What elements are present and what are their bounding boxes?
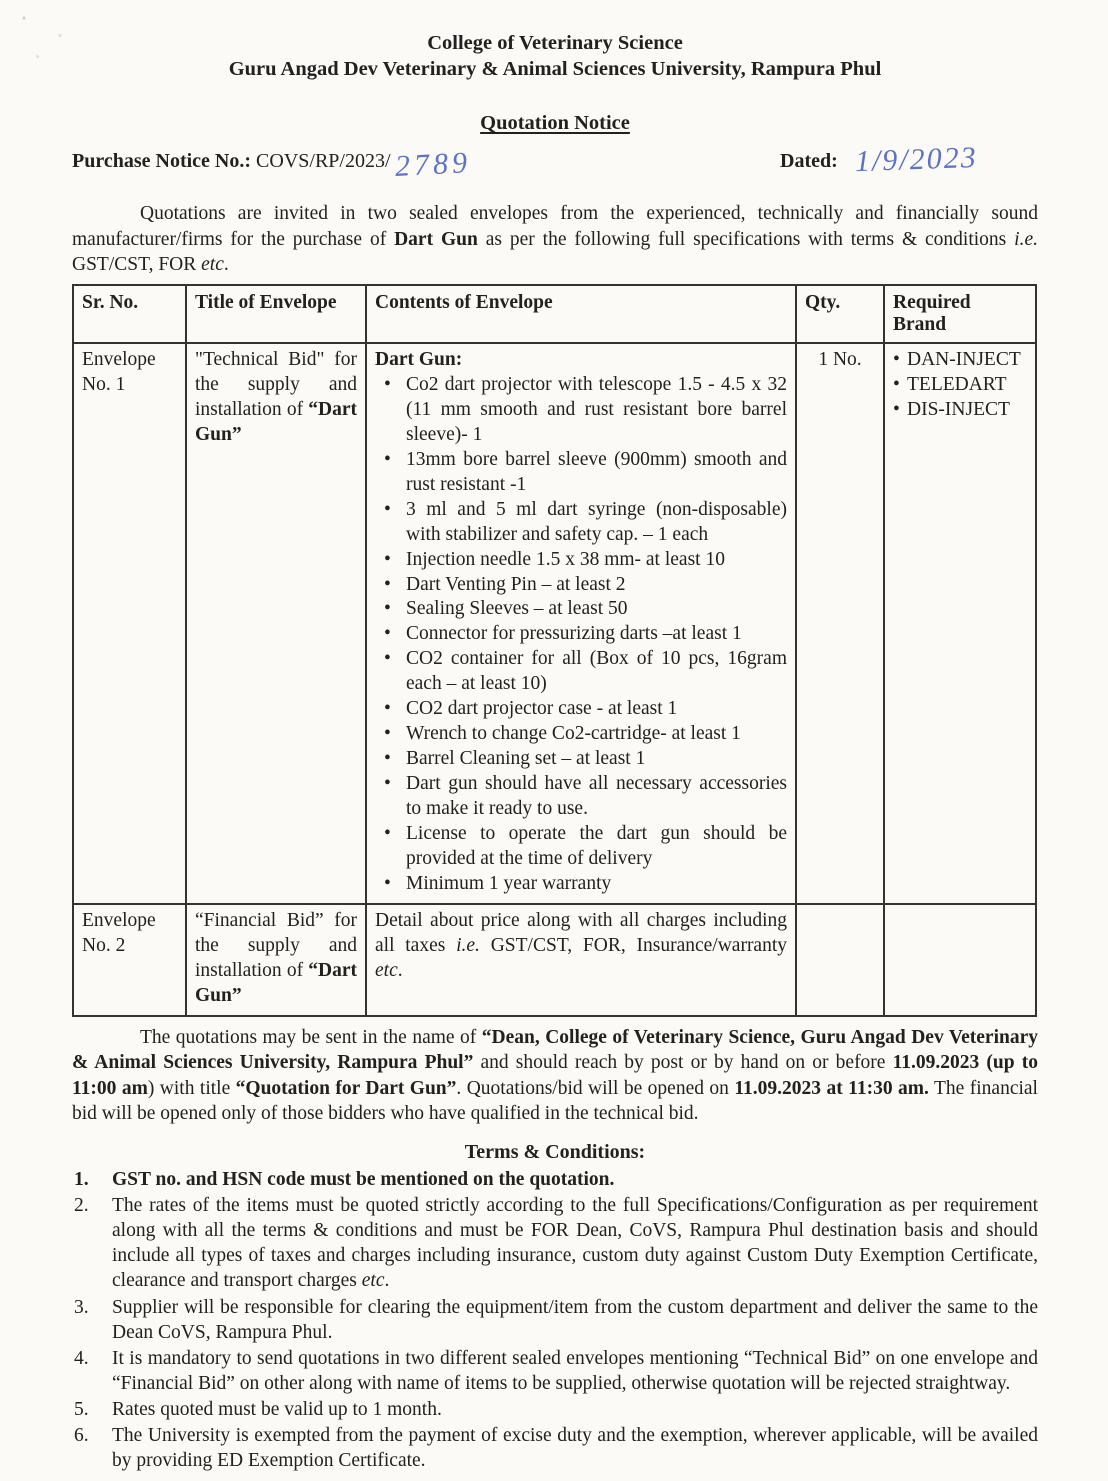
terms-item-text: The rates of the items must be quoted strictly according to the full Specifications/Configuration as per requirement along with all the terms & conditions and must be FOR Dean, CoVS, Rampura Phul destination basis and should include all types of taxes and charges including insurance, custom duty against Custom Duty Exemption Certificate, clearance and transport charges etc. <box>112 1194 1038 1292</box>
envelope-title-cell: "Technical Bid" for the supply and installation of “Dart Gun” <box>186 343 366 904</box>
col-header-contents-of-envelope: Contents of Envelope <box>366 285 796 343</box>
university-title: Guru Angad Dev Veterinary & Animal Sciences University, Rampura Phul <box>228 58 882 81</box>
terms-item-number: 4. <box>74 1347 89 1369</box>
specification-table <box>72 284 1037 1017</box>
specification-bullet-item: • License to operate the dart gun should be provided at the time of delivery <box>375 822 787 872</box>
col-header-required-brand: Required Brand <box>884 285 1036 343</box>
purchase-notice-number: COVS/RP/2023/ <box>256 150 391 173</box>
specification-bullet-item: • Connector for pressurizing darts –at least 1 <box>375 622 787 647</box>
terms-item <box>72 1167 1038 1192</box>
contents-cell <box>366 343 796 904</box>
terms-item-text: GST no. and HSN code must be mentioned on the quotation. <box>112 1168 615 1190</box>
closing-paragraph: The quotations may be sent in the name of “Dean, College of Veterinary Science, Guru Angad Dev Veterinary & Animal Sciences University, Rampura Phul” and should reach by post or by hand on or before 11.09.2023 (up to 11:00 am) with title “Quotation for Dart Gun”. Quotations/bid will be opened on 11.09.2023 at 11:30 am. The financial bid will be opened only of those bidders who have qualified in the technical bid. <box>72 1026 1038 1125</box>
terms-item-number: 1. <box>74 1168 89 1190</box>
purchase-notice-row <box>72 141 1038 185</box>
specification-bullet-item: • Minimum 1 year warranty <box>375 872 787 897</box>
purchase-notice-label: Purchase Notice No.: <box>72 150 252 173</box>
specification-bullet-item: • Injection needle 1.5 x 38 mm- at least 10 <box>375 548 787 573</box>
terms-item <box>72 1423 1038 1473</box>
brand-item: • TELEDART <box>893 373 1027 398</box>
col-header-sr-no: Sr. No. <box>73 285 186 343</box>
terms-item-text: Rates quoted must be valid up to 1 month. <box>112 1399 442 1421</box>
specification-bullet-item: • Sealing Sleeves – at least 50 <box>375 597 787 622</box>
brand-item: • DIS-INJECT <box>893 398 1027 423</box>
specification-bullet-item: • CO2 container for all (Box of 10 pcs, 16gram each – at least 10) <box>375 647 787 697</box>
table-row-envelope-2 <box>73 904 1036 1016</box>
specification-bullet-list <box>375 373 787 897</box>
terms-item <box>72 1193 1038 1294</box>
intro-paragraph: Quotations are invited in two sealed envelopes from the experienced, technically and financially sound manufacturer/firms for the purchase of Dart Gun as per the following full specifications with terms & conditions i.e. GST/CST, FOR etc. <box>72 203 1038 276</box>
brand-list <box>893 348 1027 423</box>
table-row-envelope-1 <box>73 343 1036 904</box>
specification-bullet-item: • Wrench to change Co2-cartridge- at least 1 <box>375 722 787 747</box>
terms-item <box>72 1397 1038 1422</box>
required-brand-cell <box>884 904 1036 1016</box>
qty-cell <box>796 904 884 1016</box>
contents-heading: Dart Gun: <box>375 348 463 370</box>
brand-item: • DAN-INJECT <box>893 348 1027 373</box>
terms-item-number: 6. <box>74 1425 89 1447</box>
qty-cell: 1 No. <box>796 343 884 904</box>
dated-group <box>780 141 978 179</box>
scan-artifact <box>6 4 96 74</box>
sr-no-cell: Envelope No. 1 <box>73 343 186 904</box>
college-title: College of Veterinary Science <box>427 32 683 54</box>
sr-no-cell: Envelope No. 2 <box>73 904 186 1016</box>
handwritten-purchase-number: 2789 <box>393 146 472 184</box>
terms-and-conditions-title: Terms & Conditions: <box>464 1140 646 1163</box>
terms-list <box>72 1167 1038 1474</box>
terms-item <box>72 1295 1038 1345</box>
specification-bullet-item: • Barrel Cleaning set – at least 1 <box>375 747 787 772</box>
contents-cell: Detail about price along with all charges including all taxes i.e. GST/CST, FOR, Insurance/warranty etc. <box>366 904 796 1016</box>
specification-bullet-item: • 3 ml and 5 ml dart syringe (non-disposable) with stabilizer and safety cap. – 1 each <box>375 498 787 548</box>
terms-item <box>72 1346 1038 1396</box>
handwritten-date: 1/9/2023 <box>854 141 978 179</box>
terms-item-number: 2. <box>74 1194 89 1216</box>
terms-item-text: It is mandatory to send quotations in two different sealed envelopes mentioning “Technical Bid” on one envelope and “Financial Bid” on other along with name of items to be supplied, otherwise quotation will be rejected straightway. <box>112 1347 1038 1394</box>
col-header-title-of-envelope: Title of Envelope <box>186 285 366 343</box>
col-header-qty: Qty. <box>796 285 884 343</box>
specification-bullet-item: • Co2 dart projector with telescope 1.5 - 4.5 x 32 (11 mm smooth and rust resistant bore barrel sleeve)- 1 <box>375 373 787 448</box>
terms-item-number: 3. <box>74 1296 89 1318</box>
notice-title: Quotation Notice <box>480 112 630 135</box>
table-header-row <box>73 285 1036 343</box>
terms-item-text: The University is exempted from the payment of excise duty and the exemption, wherever applicable, will be availed by providing ED Exemption Certificate. <box>112 1425 1038 1472</box>
required-brand-cell <box>884 343 1036 904</box>
terms-item-text: Supplier will be responsible for clearing the equipment/item from the custom department and deliver the same to the Dean CoVS, Rampura Phul. <box>112 1296 1038 1343</box>
terms-item-number: 5. <box>74 1399 89 1421</box>
specification-bullet-item: • Dart gun should have all necessary accessories to make it ready to use. <box>375 772 787 822</box>
specification-bullet-item: • Dart Venting Pin – at least 2 <box>375 573 787 598</box>
envelope-title-cell: “Financial Bid” for the supply and installation of “Dart Gun” <box>186 904 366 1016</box>
specification-bullet-item: • CO2 dart projector case - at least 1 <box>375 697 787 722</box>
specification-bullet-item: • 13mm bore barrel sleeve (900mm) smooth and rust resistant -1 <box>375 448 787 498</box>
dated-label: Dated: <box>780 150 838 173</box>
